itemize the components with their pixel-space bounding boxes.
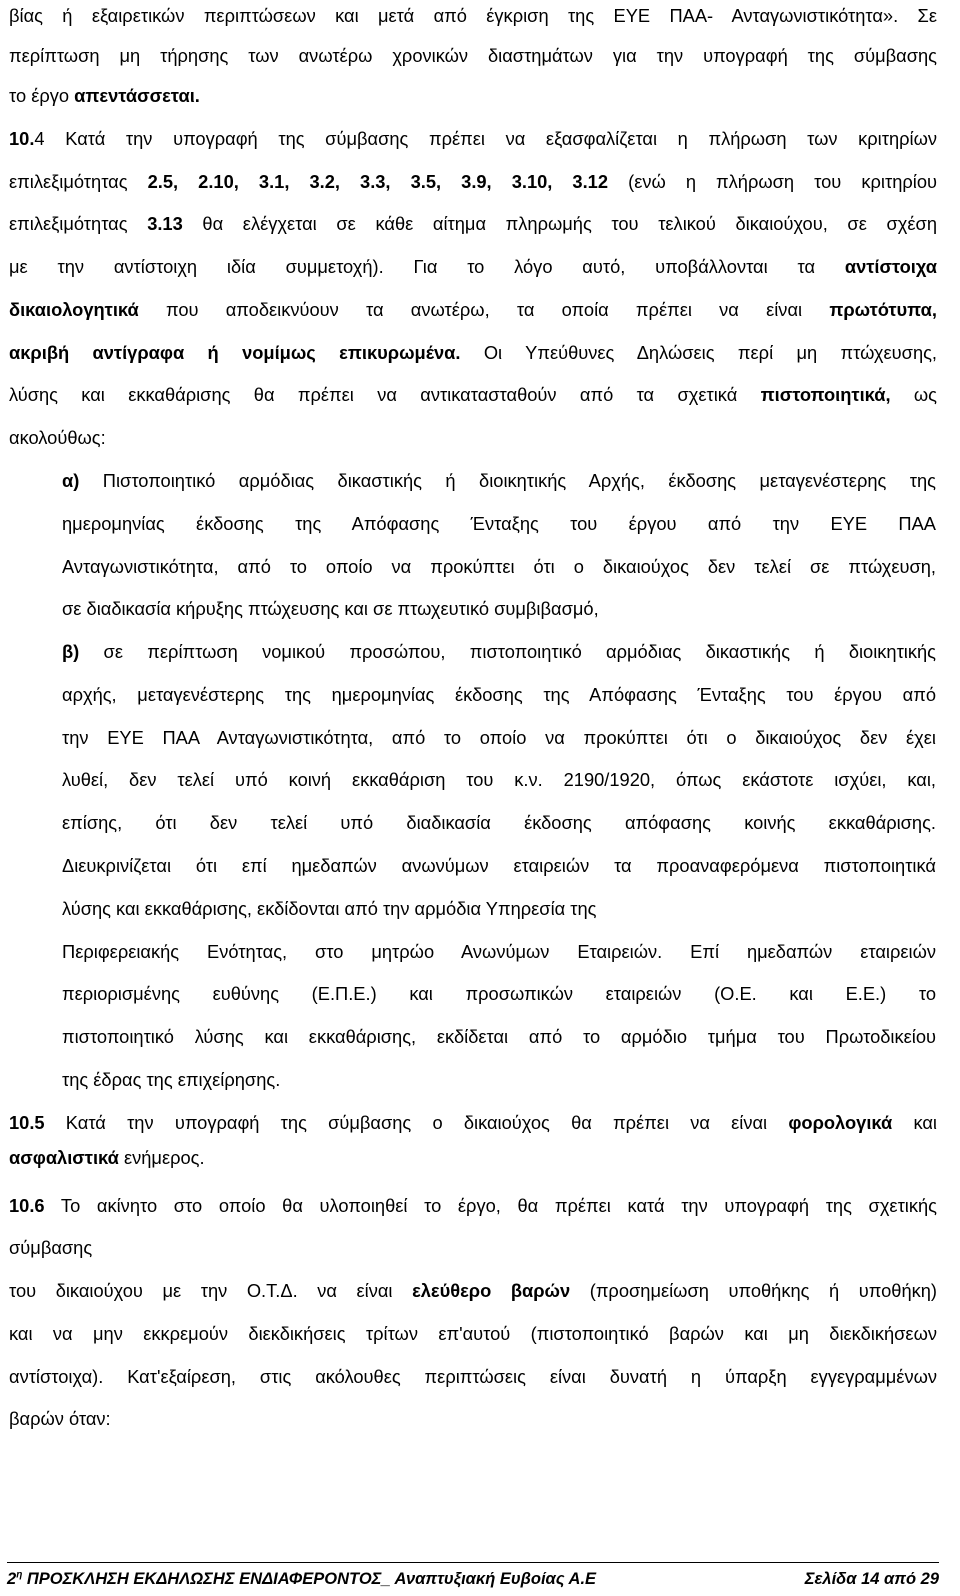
item-a: α) Πιστοποιητικό αρμόδιας δικαστικής ή διοικητικής Αρχής, έκδοσης μεταγενέστερης της bbox=[62, 470, 936, 491]
text-line: ακριβή αντίγραφα ή νομίμως επικυρωμένα. Οι Υπεύθυνες Δηλώσεις περί μη πτώχευσης, bbox=[9, 342, 937, 363]
text-line: και να μην εκκρεμούν διεκδικήσεις τρίτων επ'αυτού (πιστοποιητικό βαρών και μη διεκδικήσεων bbox=[9, 1323, 937, 1344]
text-line: Περιφερειακής Ενότητας, στο μητρώο Ανωνύμων Εταιρειών. Επί ημεδαπών εταιρειών bbox=[62, 941, 936, 962]
text-line: λυθεί, δεν τελεί υπό κοινή εκκαθάριση του κ.ν. 2190/1920, όπως εκάστοτε ισχύει, και, bbox=[62, 769, 936, 790]
text-line: επιλεξιμότητας 3.13 θα ελέγχεται σε κάθε αίτημα πληρωμής του τελικού δικαιούχου, σε σχέση bbox=[9, 213, 937, 234]
text-line: λύσης και εκκαθάρισης, εκδίδονται από την αρμόδια Υπηρεσία της bbox=[62, 898, 597, 919]
section-10-5: 10.5 Κατά την υπογραφή της σύμβασης ο δικαιούχος θα πρέπει να είναι φορολογικά και bbox=[9, 1112, 937, 1133]
text-line: επιλεξιμότητας 2.5, 2.10, 3.1, 3.2, 3.3, 3.5, 3.9, 3.10, 3.12 (ενώ η πλήρωση του κριτηρίου bbox=[9, 171, 937, 192]
text-line: την ΕΥΕ ΠΑΑ Ανταγωνιστικότητα, από το οποίο να προκύπτει ότι ο δικαιούχος δεν έχει bbox=[62, 727, 936, 748]
text-line: ημερομηνίας έκδοσης της Απόφασης Ένταξης του έργου από την ΕΥΕ ΠΑΑ bbox=[62, 513, 936, 534]
text-line: λύσης και εκκαθάρισης θα πρέπει να αντικατασταθούν από τα σχετικά πιστοποιητικά, ως bbox=[9, 384, 937, 405]
text-line: επίσης, ότι δεν τελεί υπό διαδικασία έκδοσης απόφασης κοινής εκκαθάρισης. bbox=[62, 812, 936, 833]
page-footer bbox=[7, 1562, 939, 1588]
item-b: β) σε περίπτωση νομικού προσώπου, πιστοποιητικό αρμόδιας δικαστικής ή διοικητικής bbox=[62, 641, 936, 662]
section-10-4: 10.4 Κατά την υπογραφή της σύμβασης πρέπει να εξασφαλίζεται η πλήρωση των κριτηρίων bbox=[9, 128, 937, 149]
text-line: σε διαδικασία κήρυξης πτώχευσης και σε πτωχευτικό συμβιβασμό, bbox=[62, 598, 599, 619]
text-line: βίας ή εξαιρετικών περιπτώσεων και μετά από έγκριση της ΕΥΕ ΠΑΑ- Ανταγωνιστικότητα». Σε bbox=[9, 5, 937, 26]
text-line: το έργο απεντάσσεται. bbox=[9, 85, 200, 106]
text-line: της έδρας της επιχείρησης. bbox=[62, 1069, 281, 1090]
page-number: Σελίδα 14 από 29 bbox=[804, 1570, 939, 1588]
clarification: Διευκρινίζεται ότι επί ημεδαπών ανωνύμων εταιρειών τα προαναφερόμενα πιστοποιητικά bbox=[62, 855, 936, 876]
text-line: περίπτωση μη τήρησης των ανωτέρω χρονικών διαστημάτων για την υπογραφή της σύμβασης bbox=[9, 45, 937, 66]
text-line: με την αντίστοιχη ιδία συμμετοχή). Για το λόγο αυτό, υποβάλλονται τα αντίστοιχα bbox=[9, 256, 937, 277]
text-line: δικαιολογητικά που αποδεικνύουν τα ανωτέρω, τα οποία πρέπει να είναι πρωτότυπα, bbox=[9, 299, 937, 320]
text-line: αρχής, μεταγενέστερης της ημερομηνίας έκδοσης της Απόφασης Ένταξης του έργου από bbox=[62, 684, 936, 705]
text-line: του δικαιούχου με την Ο.Τ.Δ. να είναι ελεύθερο βαρών (προσημείωση υποθήκης ή υποθήκη) bbox=[9, 1280, 938, 1301]
text-line: πιστοποιητικό λύσης και εκκαθάρισης, εκδίδεται από το αρμόδιο τμήμα του Πρωτοδικείου bbox=[62, 1026, 936, 1047]
section-10-6: 10.6 Το ακίνητο στο οποίο θα υλοποιηθεί το έργο, θα πρέπει κατά την υπογραφή της σχετικής bbox=[9, 1195, 937, 1216]
text-line: σύμβασης bbox=[9, 1237, 93, 1258]
text-line: βαρών όταν: bbox=[9, 1408, 111, 1429]
footer-title: $2^\eta$ ΠΡΟΣΚΛΗΣΗ ΕΚΔΗΛΩΣΗΣ ΕΝΔΙΑΦΕΡΟΝΤΟΣ_ Αναπτυξιακή Ευβοίας Α.Ε bbox=[7, 1569, 597, 1588]
text-line: αντίστοιχα). Κατ'εξαίρεση, στις ακόλουθες περιπτώσεις είναι δυνατή η ύπαρξη εγγεγραμμένων bbox=[9, 1366, 937, 1387]
text-line: ακολούθως: bbox=[9, 427, 106, 448]
text-line: Ανταγωνιστικότητα, από το οποίο να προκύπτει ότι ο δικαιούχος δεν τελεί σε πτώχευση, bbox=[62, 556, 936, 577]
text-line: περιορισμένης ευθύνης (Ε.Π.Ε.) και προσωπικών εταιρειών (Ο.Ε. και Ε.Ε.) το bbox=[62, 983, 936, 1004]
text-line: ασφαλιστικά ενήμερος. bbox=[9, 1147, 205, 1168]
